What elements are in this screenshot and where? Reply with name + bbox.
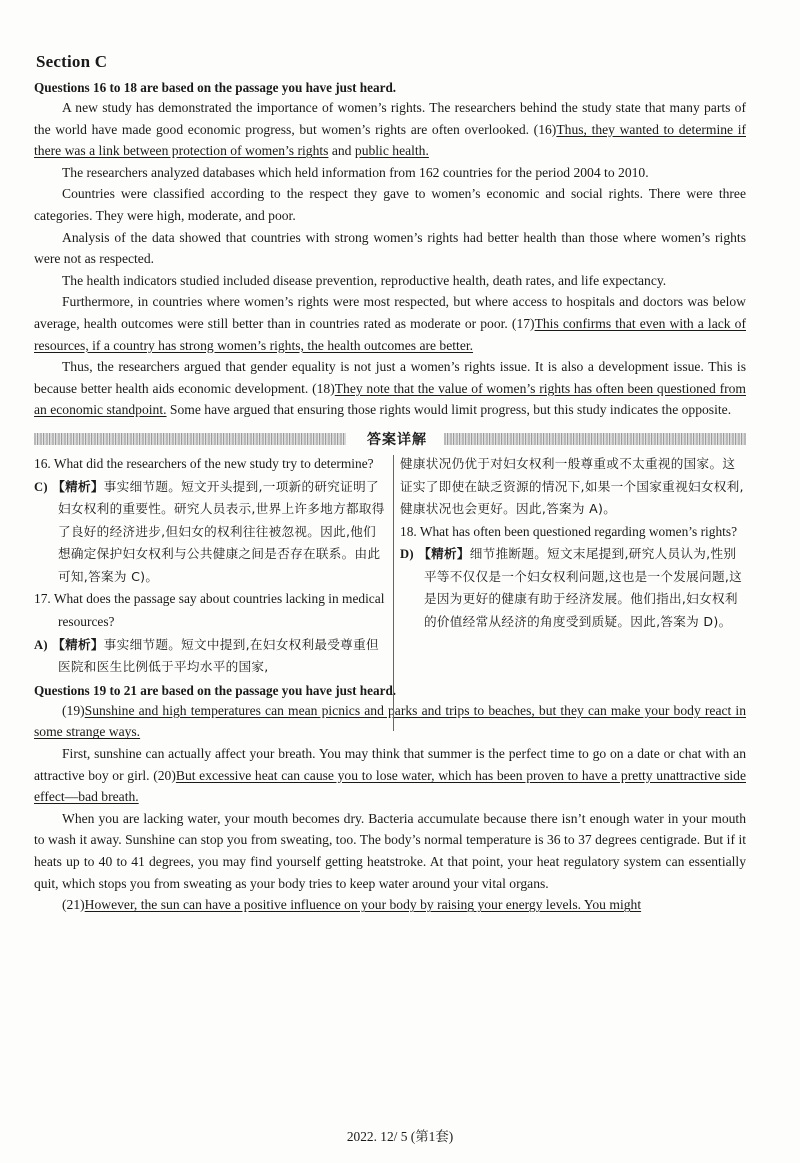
p2-1-text: (19)	[62, 702, 85, 718]
passage2-paragraph-4	[34, 894, 746, 916]
p1-underlined-2: public health.	[354, 143, 429, 159]
answer-18	[400, 543, 746, 633]
p1-text: A new study has demonstrated the importance of women’s rights. The researchers behind the study state that many parts of the world have made good economic progress, but women’s rights are often overlooked. (16)	[34, 100, 746, 137]
passage1-paragraph-4: Analysis of the data showed that countries with strong women’s rights had better health than those where women’s rights were not as respected.	[34, 229, 746, 267]
answer-17-tag: 【精析】	[52, 636, 104, 652]
section-title: Section C	[36, 52, 108, 71]
p2-2-underlined: But excessive heat can cause you to lose water, which has been proven to have a pretty unattractive side effect—bad breath.	[34, 767, 746, 805]
p2-2-text: First, sunshine can actually affect your breath. You may think that summer is the perfect time to go on a date or chat with an attractive boy or girl. (20)	[34, 746, 746, 783]
answer-17-text: 事实细节题。短文中提到,在妇女权利最受尊重但医院和医生比例低于平均水平的国家,	[58, 636, 379, 675]
answer-16	[34, 476, 386, 589]
answer-16-tag: 【精析】	[52, 478, 104, 494]
p2-4-underlined: However, the sun can have a positive influence on your body by raising your energy levels. You might	[84, 897, 642, 913]
page-footer: 2022. 12/ 5 (第1套)	[346, 1129, 454, 1144]
p1-underlined: Thus, they wanted to determine if there was a link between protection of women’s rights	[34, 121, 746, 159]
p6-underlined: This confirms that even with a lack of resources, if a country has strong women’s rights, the health outcomes are better.	[34, 315, 746, 353]
banner-title: 答案详解	[367, 431, 427, 448]
passage1-paragraph-6	[34, 291, 746, 356]
answer-18-letter: D)	[400, 547, 414, 562]
p6-text: Furthermore, in countries where women’s rights were most respected, but where access to hospitals and doctors was below average, health outcomes were still better than in countries rated as moderate or poor. (17)	[34, 294, 746, 331]
banner-pattern-left	[34, 433, 346, 445]
p7-text: Thus, the researchers argued that gender equality is not just a women’s rights issue. It is also a development issue. This is because better health aids economic development. (18)	[34, 359, 746, 396]
passage2-paragraph-2	[34, 743, 746, 808]
p7-underlined: They note that the value of women’s rights has often been questioned from an economic standpoint.	[34, 380, 746, 418]
p7-text-2: Some have argued that ensuring those rights would limit progress, but this study indicates the opposite.	[166, 402, 732, 418]
page-content	[34, 52, 746, 916]
p2-1-underlined: Sunshine and high temperatures can mean picnics and parks and trips to beaches, but they can make your body react in some strange ways.	[34, 702, 746, 740]
passage1-paragraph-7	[34, 356, 746, 421]
answer-banner	[34, 429, 746, 449]
passage1-paragraph-5: The health indicators studied included disease prevention, reproductive health, death rates, and life expectancy.	[62, 272, 667, 288]
passage2-paragraph-3: When you are lacking water, your mouth becomes dry. Bacteria accumulate because there isn’t enough water in your mouth to wash it away. Sunshine can stop you from sweating, too. The body’s normal temperature is 36 to 37 degrees centigrade. But if it heats up to 40 to 41 degrees, you may find yourself getting heatstroke. At that point, your heat regulatory system can essentially quit, which stops you from sweating as your body tries to keep water around your vital organs.	[34, 810, 746, 891]
answer-16-text: 事实细节题。短文开头提到,一项新的研究证明了妇女权利的重要性。研究人员表示,世界上许多地方都取得了良好的经济进步,但妇女的权利往往被忽视。因此,他们想确定保护妇女权利与公共健康之间是否存在联系。由此可知,答案为 C)。	[58, 478, 385, 584]
column-divider	[393, 455, 394, 731]
answer-18-text: 细节推断题。短文末尾提到,研究人员认为,性别平等不仅仅是一个妇女权利问题,这也是一个发展问题,这是因为更好的健康有助于经济发展。他们指出,妇女权利的价值经常从经济的角度受到质疑。因此,答案为 D)。	[424, 546, 743, 630]
passage1-paragraph-3: Countries were classified according to the respect they gave to women’s economic and social rights. There were three categories. They were high, moderate, and poor.	[34, 186, 746, 223]
answer-17-letter: A)	[34, 637, 48, 652]
answer-17	[34, 634, 386, 679]
passage2-paragraph-1	[34, 700, 746, 743]
answer-columns	[34, 453, 746, 679]
passage1-paragraph-1	[34, 97, 746, 162]
answer-column-right	[400, 453, 746, 679]
p1-text-2: and	[328, 143, 355, 159]
question-16: 16. What did the researchers of the new study try to determine?	[34, 455, 374, 471]
passage1-paragraph-2: The researchers analyzed databases which held information from 162 countries for the period 2004 to 2010.	[62, 164, 649, 180]
question-18: 18. What has often been questioned regarding women’s rights?	[400, 523, 738, 539]
answer-16-letter: C)	[34, 479, 48, 494]
answer-18-tag: 【精析】	[418, 546, 470, 562]
answer-column-left	[34, 453, 386, 679]
banner-pattern-right	[444, 433, 746, 445]
passage1-heading: Questions 16 to 18 are based on the passage you have just heard.	[34, 80, 397, 95]
p2-4-text: (21)	[62, 897, 85, 913]
passage2-heading: Questions 19 to 21 are based on the passage you have just heard.	[34, 682, 397, 698]
question-17: 17. What does the passage say about countries lacking in medical resources?	[34, 591, 385, 630]
answer-17-continued: 健康状况仍优于对妇女权利一般尊重或不太重视的国家。这证实了即使在缺乏资源的情况下,如果一个国家重视妇女权利,健康状况也会更好。因此,答案为 A)。	[400, 455, 744, 517]
